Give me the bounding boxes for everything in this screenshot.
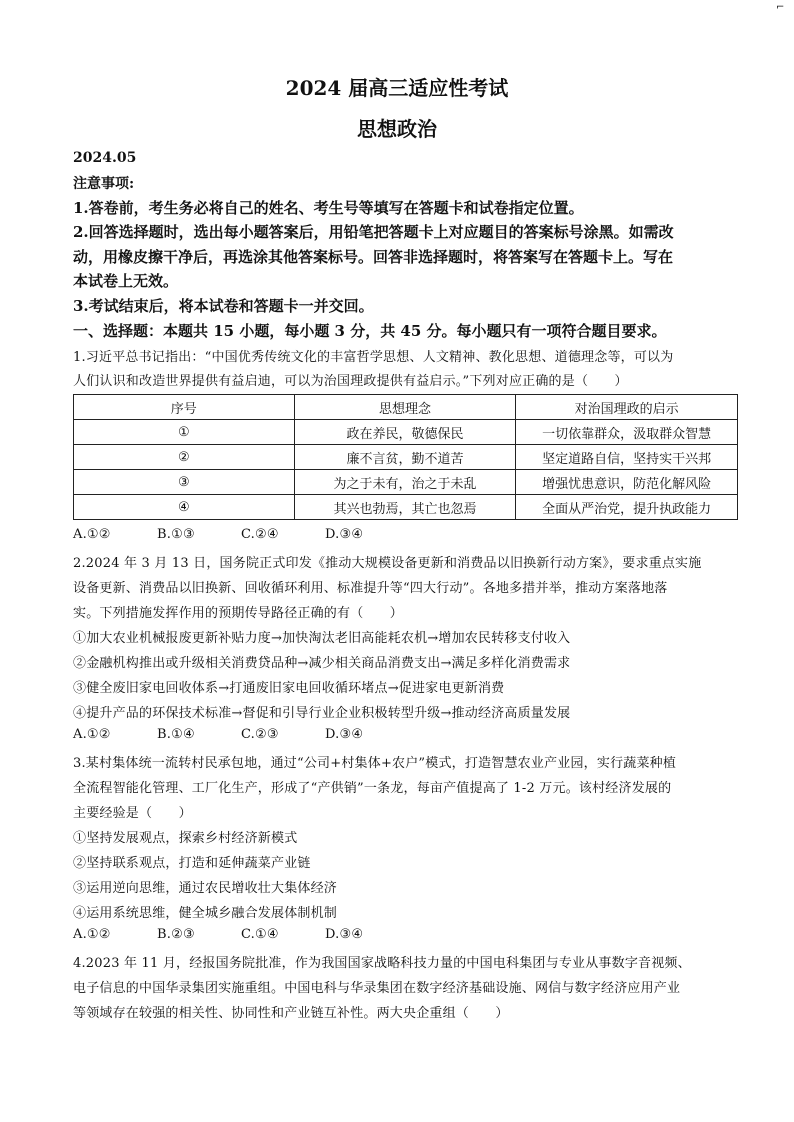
notice-heading: 注意事项: bbox=[73, 176, 135, 192]
table-cell: 其兴也勃焉，其亡也忽焉 bbox=[294, 495, 516, 520]
q4-stem-line1: 4.2023 年 11 月，经报国务院批准，作为我国国家战略科技力量的中国电科集团与专业从事数字音视频、 bbox=[73, 956, 691, 971]
q3-item-3: ③运用逆向思维，通过农民增收壮大集体经济 bbox=[73, 881, 338, 896]
q1-table bbox=[73, 394, 738, 520]
table-header-cell: 序号 bbox=[74, 395, 295, 420]
table-header-cell: 对治国理政的启示 bbox=[516, 395, 738, 420]
option-d: D.③④ bbox=[325, 927, 364, 942]
q1-options bbox=[73, 527, 409, 542]
table-cell: 政在养民，敬德保民 bbox=[294, 420, 516, 445]
q2-stem-line1: 2.2024 年 3 月 13 日，国务院正式印发《推动大规模设备更新和消费品以旧换新行动方案》，要求重点实施 bbox=[73, 556, 702, 571]
table-cell: ③ bbox=[74, 470, 295, 495]
q3-stem-line1: 3.某村集体统一流转村民承包地，通过“公司+村集体+农户”模式，打造智慧农业产业园，实行蔬菜种植 bbox=[73, 756, 677, 771]
exam-date: 2024.05 bbox=[73, 150, 137, 166]
notice-item-2-line3: 本试卷上无效。 bbox=[73, 272, 179, 290]
notice-item-2-line1: 2.回答选择题时，选出每小题答案后，用铅笔把答题卡上对应题目的答案标号涂黑。如需改 bbox=[73, 223, 674, 241]
notice-item-1: 1.答卷前，考生务必将自己的姓名、考生号等填写在答题卡和试卷指定位置。 bbox=[73, 199, 584, 217]
q2-item-1: ①加大农业机械报废更新补贴力度→加快淘汰老旧高能耗农机→增加农民转移支付收入 bbox=[73, 631, 571, 646]
table-row bbox=[74, 470, 738, 495]
notice-item-2-line2: 动，用橡皮擦干净后，再选涂其他答案标号。回答非选择题时，将答案写在答题卡上。写在 bbox=[73, 248, 674, 266]
table-row bbox=[74, 445, 738, 470]
option-d: D.③④ bbox=[325, 527, 364, 542]
table-row bbox=[74, 420, 738, 445]
q4-stem-line2: 电子信息的中国华录集团实施重组。中国电科与华录集团在数字经济基础设施、网信与数字经济应用产业 bbox=[73, 981, 681, 996]
table-cell: ② bbox=[74, 445, 295, 470]
option-a: A.①② bbox=[73, 527, 111, 542]
option-c: C.②④ bbox=[241, 527, 279, 542]
q2-stem-line3: 实。下列措施发挥作用的预期传导路径正确的有（ ） bbox=[73, 606, 404, 621]
q1-stem-line1: 1.习近平总书记指出：“中国优秀传统文化的丰富哲学思想、人文精神、教化思想、道德理念等，可以为 bbox=[73, 350, 674, 365]
subject-title: 思想政治 bbox=[357, 117, 437, 141]
table-row bbox=[74, 495, 738, 520]
table-cell: ④ bbox=[74, 495, 295, 520]
section-heading: 一、选择题：本题共 15 小题，每小题 3 分，共 45 分。每小题只有一项符合题目要求。 bbox=[73, 322, 667, 340]
corner-mark: ⌐ bbox=[776, 2, 785, 13]
q3-options bbox=[73, 927, 409, 942]
q2-item-3: ③健全废旧家电回收体系→打通废旧家电回收循环堵点→促进家电更新消费 bbox=[73, 681, 505, 696]
table-cell: 廉不言贫，勤不道苦 bbox=[294, 445, 516, 470]
q2-stem-line2: 设备更新、消费品以旧换新、回收循环利用、标准提升等“四大行动”。各地多措并举，推动方案落地落 bbox=[73, 581, 668, 596]
q3-stem-line3: 主要经验是（ ） bbox=[73, 806, 192, 821]
q3-item-2: ②坚持联系观点，打造和延伸蔬菜产业链 bbox=[73, 856, 311, 871]
q3-item-1: ①坚持发展观点，探索乡村经济新模式 bbox=[73, 831, 298, 846]
option-a: A.①② bbox=[73, 927, 111, 942]
q3-stem-line2: 全流程智能化管理、工厂化生产，形成了“产供销”一条龙，每亩产值提高了 1-2 万元。该村经济发展的 bbox=[73, 781, 672, 796]
q2-item-4: ④提升产品的环保技术标准→督促和引导行业企业积极转型升级→推动经济高质量发展 bbox=[73, 706, 571, 721]
notice-item-3: 3.考试结束后，将本试卷和答题卡一并交回。 bbox=[73, 297, 374, 315]
option-b: B.①④ bbox=[157, 727, 195, 742]
option-c: C.②③ bbox=[241, 727, 279, 742]
exam-title: 2024 届高三适应性考试 bbox=[285, 76, 509, 100]
table-cell: 一切依靠群众，汲取群众智慧 bbox=[516, 420, 738, 445]
q2-item-2: ②金融机构推出或升级相关消费贷品种→减少相关商品消费支出→满足多样化消费需求 bbox=[73, 656, 571, 671]
option-a: A.①② bbox=[73, 727, 111, 742]
q4-stem-line3: 等领域存在较强的相关性、协同性和产业链互补性。两大央企重组（ ） bbox=[73, 1006, 509, 1021]
q1-stem-line2: 人们认识和改造世界提供有益启迪，可以为治国理政提供有益启示。”下列对应正确的是（ ） bbox=[73, 374, 628, 389]
option-b: B.②③ bbox=[157, 927, 195, 942]
q2-options bbox=[73, 727, 409, 742]
table-cell: ① bbox=[74, 420, 295, 445]
q3-item-4: ④运用系统思维，健全城乡融合发展体制机制 bbox=[73, 906, 338, 921]
table-cell: 为之于未有，治之于未乱 bbox=[294, 470, 516, 495]
option-b: B.①③ bbox=[157, 527, 195, 542]
option-d: D.③④ bbox=[325, 727, 364, 742]
table-cell: 增强忧患意识，防范化解风险 bbox=[516, 470, 738, 495]
option-c: C.①④ bbox=[241, 927, 279, 942]
table-header-row bbox=[74, 395, 738, 420]
table-cell: 坚定道路自信，坚持实干兴邦 bbox=[516, 445, 738, 470]
table-cell: 全面从严治党，提升执政能力 bbox=[516, 495, 738, 520]
table-header-cell: 思想理念 bbox=[294, 395, 516, 420]
